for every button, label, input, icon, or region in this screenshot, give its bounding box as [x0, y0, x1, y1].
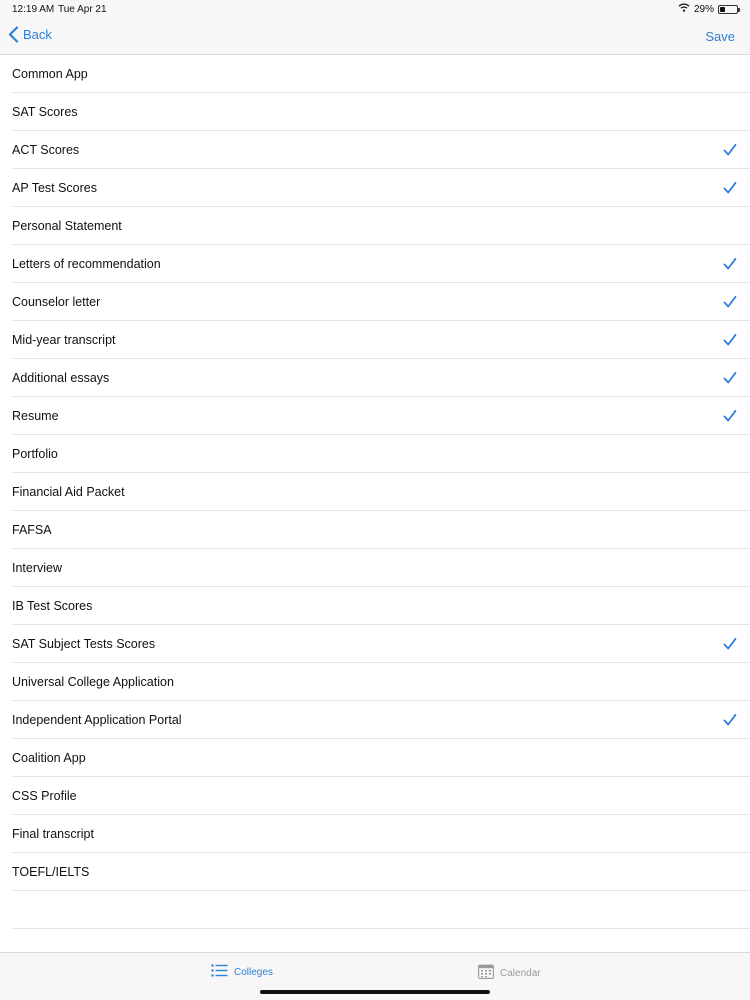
list-item-label: Interview: [12, 561, 63, 575]
list-item[interactable]: [0, 777, 750, 815]
checkmark-icon: [723, 637, 737, 651]
list-item-label: SAT Subject Tests Scores: [12, 637, 156, 651]
list-item[interactable]: [0, 93, 750, 131]
back-button[interactable]: [8, 26, 52, 43]
battery-icon: [718, 5, 738, 14]
status-date: Tue Apr 21: [58, 4, 107, 15]
list-item-label: TOEFL/IELTS: [12, 865, 90, 879]
requirements-list: [0, 55, 750, 929]
list-item-label: Additional essays: [12, 371, 110, 385]
list-item[interactable]: [0, 701, 750, 739]
list-item[interactable]: [0, 815, 750, 853]
save-button[interactable]: Save: [705, 29, 735, 44]
list-item[interactable]: [0, 55, 750, 93]
battery-fill: [720, 7, 725, 12]
list-item-label: Final transcript: [12, 827, 94, 841]
list-item[interactable]: [0, 169, 750, 207]
checkmark-icon: [723, 713, 737, 727]
list-item-label: Mid-year transcript: [12, 333, 116, 347]
list-item-label: Portfolio: [12, 447, 58, 461]
home-indicator: [260, 990, 490, 994]
list-item-label: Financial Aid Packet: [12, 485, 125, 499]
battery-percent: 29%: [693, 3, 714, 15]
list-item[interactable]: [0, 435, 750, 473]
list-item-label: Independent Application Portal: [12, 713, 182, 727]
checkmark-icon: [723, 143, 737, 157]
list-item-label: SAT Scores: [12, 105, 78, 119]
nav-bar: [0, 18, 750, 55]
tab-calendar-label: Calendar: [500, 967, 541, 979]
checkmark-icon: [723, 257, 737, 271]
list-item-label: Counselor letter: [12, 295, 101, 309]
tab-calendar[interactable]: [478, 964, 541, 982]
checkmark-icon: [723, 295, 737, 309]
list-item-label: CSS Profile: [12, 789, 77, 803]
empty-row: [0, 891, 750, 929]
list-item[interactable]: [0, 321, 750, 359]
chevron-left-icon: [8, 26, 19, 43]
list-icon: [211, 964, 228, 980]
list-item[interactable]: [0, 473, 750, 511]
calendar-icon: [478, 964, 494, 982]
tab-colleges-label: Colleges: [234, 966, 273, 978]
back-label: Back: [23, 27, 52, 42]
status-right: [678, 3, 738, 15]
list-item-label: ACT Scores: [12, 143, 80, 157]
list-item[interactable]: [0, 587, 750, 625]
list-item-label: AP Test Scores: [12, 181, 97, 195]
status-time: 12:19 AM: [12, 4, 55, 15]
list-item-label: Common App: [12, 67, 88, 81]
list-item[interactable]: [0, 853, 750, 891]
list-item[interactable]: [0, 207, 750, 245]
wifi-icon: [678, 3, 690, 15]
list-item-label: Universal College Application: [12, 675, 174, 689]
checkmark-icon: [723, 409, 737, 423]
tab-colleges[interactable]: [211, 964, 273, 980]
list-item-label: Letters of recommendation: [12, 257, 161, 271]
list-item[interactable]: [0, 359, 750, 397]
list-item[interactable]: [0, 245, 750, 283]
list-item-label: Personal Statement: [12, 219, 122, 233]
list-item-label: Coalition App: [12, 751, 86, 765]
list-item-label: IB Test Scores: [12, 599, 93, 613]
list-item[interactable]: [0, 397, 750, 435]
checkmark-icon: [723, 181, 737, 195]
list-item[interactable]: [0, 511, 750, 549]
status-bar: [0, 0, 750, 18]
checkmark-icon: [723, 371, 737, 385]
checkmark-icon: [723, 333, 737, 347]
list-item[interactable]: [0, 739, 750, 777]
list-item[interactable]: [0, 131, 750, 169]
list-item[interactable]: [0, 549, 750, 587]
list-item[interactable]: [0, 663, 750, 701]
list-item[interactable]: [0, 625, 750, 663]
list-item-label: Resume: [12, 409, 59, 423]
list-item-label: FAFSA: [12, 523, 52, 537]
list-item[interactable]: [0, 283, 750, 321]
